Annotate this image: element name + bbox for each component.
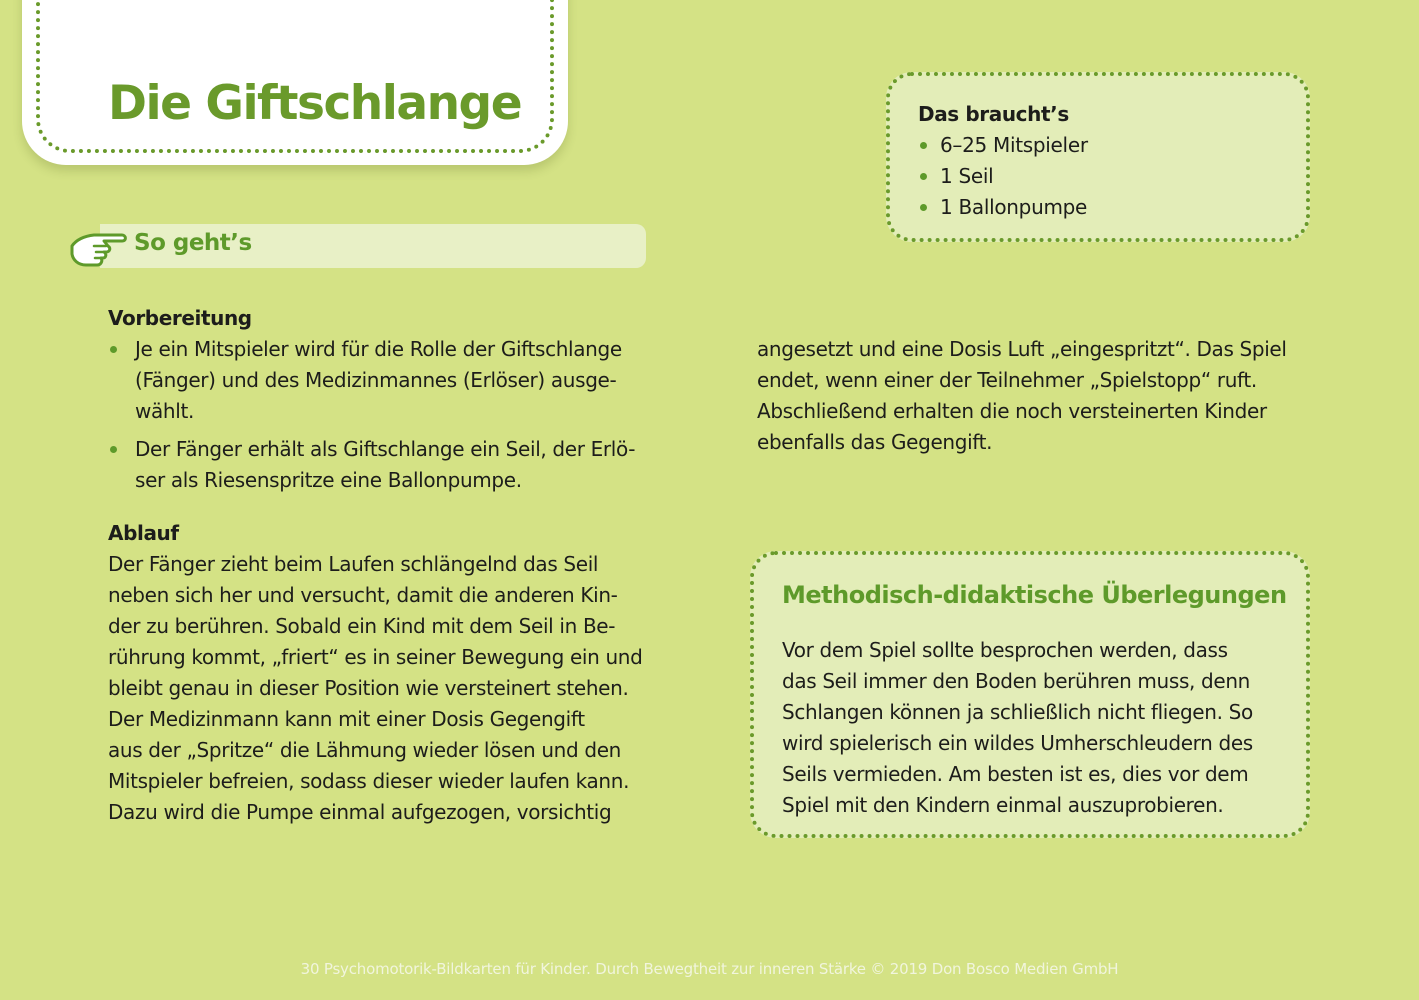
list-item: 1 Ballonpumpe <box>918 192 1088 223</box>
bullet-icon <box>110 346 117 353</box>
list-item: 1 Seil <box>918 161 1088 192</box>
list-item: 6–25 Mitspieler <box>918 130 1088 161</box>
bullet-icon <box>920 142 927 149</box>
right-column-continuation: angesetzt und eine Dosis Luft „eingespritzt“. Das Spiel endet, wenn einer der Teilnehmer „Spielstopp“ ruft. Abschließend erhalten die noch versteinerten Kinder ebenfalls das Gegengift. <box>757 337 1287 454</box>
bullet-icon <box>920 173 927 180</box>
procedure-text: Der Fänger zieht beim Laufen schlängelnd das Seil neben sich her und versucht, damit die anderen Kin- der zu berühren. Sobald ein Kind mit dem Seil in Be- rührung kommt, „friert“ es in seiner Bewegung ein und bleibt genau in dieser Position wie versteinert stehen. Der Medizinmann kann mit einer Dosis Gegengift aus der „Spritze“ die Lähmung wieder lösen und den Mitspieler befreien, sodass dieser wieder laufen kann. Dazu wird die Pumpe einmal aufgezogen, vorsichtig <box>108 552 643 824</box>
materials-list <box>918 130 1088 223</box>
bullet-icon <box>110 446 117 453</box>
materials-title: Das braucht’s <box>918 102 1069 126</box>
procedure-heading: Ablauf <box>108 521 179 545</box>
page-title: Die Giftschlange <box>108 76 522 131</box>
footer-copyright: 30 Psychomotorik-Bildkarten für Kinder. Durch Bewegtheit zur inneren Stärke © 2019 Don Bosco Medien GmbH <box>300 960 1119 978</box>
preparation-list <box>108 334 678 496</box>
left-column <box>108 303 678 828</box>
list-item: Der Fänger erhält als Giftschlange ein Seil, der Erlö- ser als Riesenspritze eine Ballonpumpe. <box>108 434 678 496</box>
list-item: Je ein Mitspieler wird für die Rolle der Giftschlange (Fänger) und des Medizinmannes (Erlöser) ausge- wählt. <box>108 334 678 427</box>
section-label: So geht’s <box>134 230 252 256</box>
method-text: Vor dem Spiel sollte besprochen werden, dass das Seil immer den Boden berühren muss, denn Schlangen können ja schließlich nicht fliegen. So wird spielerisch ein wildes Umherschleudern des Seils vermieden. Am besten ist es, dies vor dem Spiel mit den Kindern einmal auszuprobieren. <box>782 638 1253 817</box>
method-box <box>750 551 1310 838</box>
method-title: Methodisch-didaktische Überlegungen <box>782 581 1287 609</box>
preparation-heading: Vorbereitung <box>108 306 252 330</box>
materials-box <box>886 72 1310 242</box>
pointing-hand-icon <box>68 224 130 272</box>
bullet-icon <box>920 204 927 211</box>
